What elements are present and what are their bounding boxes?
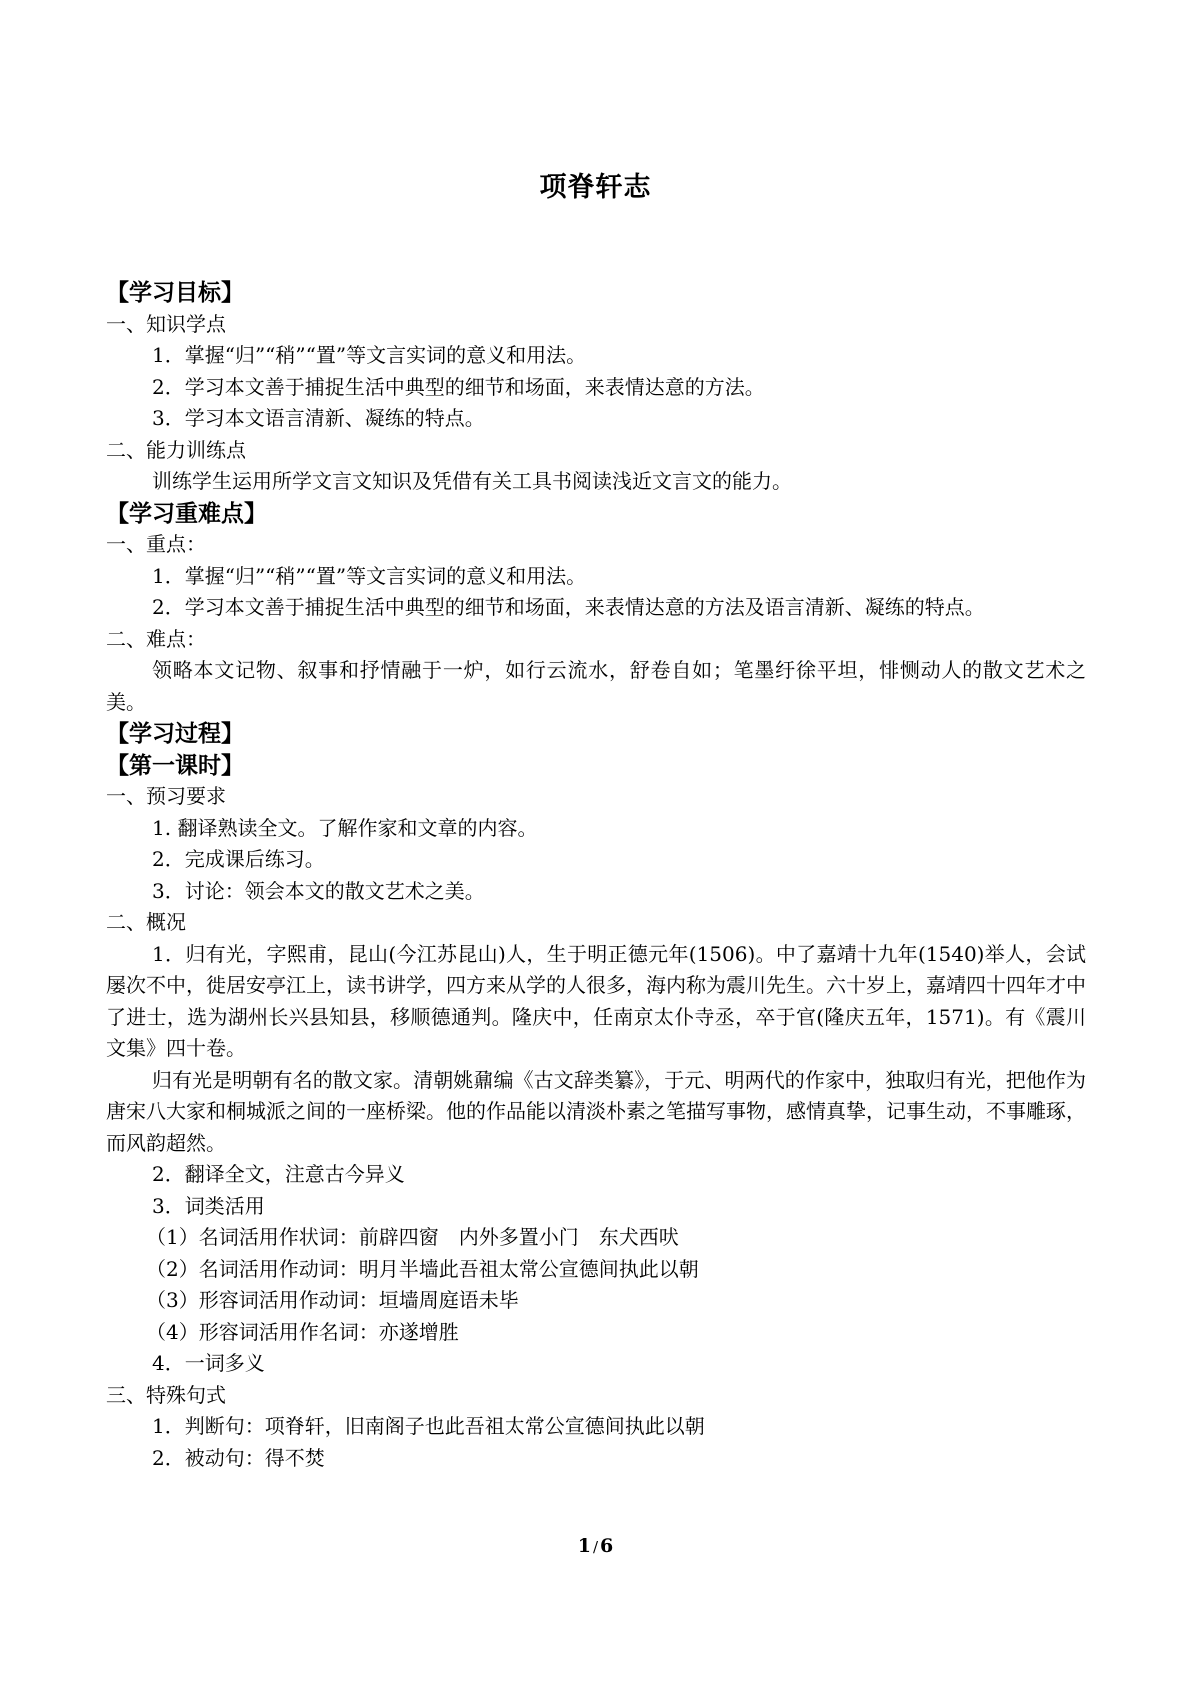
list-item: 3．学习本文语言清新、凝练的特点。 (152, 406, 485, 430)
current-page: 1 (577, 1535, 591, 1557)
list-item: （3）形容词活用作动词：垣墙周庭语未毕 (146, 1288, 519, 1312)
subheading-focus: 一、重点： (106, 532, 206, 556)
list-item: 1．判断句：项脊轩，旧南阁子也此吾祖太常公宣德间执此以朝 (152, 1414, 705, 1438)
list-item: 1. 翻译熟读全文。了解作家和文章的内容。 (152, 815, 538, 840)
list-item: 1．掌握“归”“稍”“置”等文言实词的意义和用法。 (152, 343, 587, 367)
subheading-overview: 二、概况 (106, 910, 186, 934)
document-body (106, 277, 1086, 1474)
list-item: 3．词类活用 (152, 1193, 265, 1218)
list-item: 2．被动句：得不焚 (152, 1445, 325, 1470)
section-heading-key-points: 【学习重难点】 (106, 499, 267, 527)
subheading-knowledge: 一、知识学点 (106, 311, 226, 336)
section-heading-goals: 【学习目标】 (106, 279, 244, 306)
page-number (0, 1535, 1191, 1557)
list-item: 1．掌握“归”“稍”“置”等文言实词的意义和用法。 (152, 563, 587, 588)
list-item: （1）名词活用作状词：前辟四窗 内外多置小门 东犬西吠 (146, 1225, 679, 1249)
list-item: 2．翻译全文，注意古今异义 (152, 1162, 405, 1186)
paragraph-author-2: 归有光是明朝有名的散文家。清朝姚鼐编《古文辞类纂》，于元、明两代的作家中，独取归有光，把他作为唐宋八大家和桐城派之间的一座桥梁。他的作品能以清淡朴素之笔描写事物，感情真挚，记事生动，不事雕琢，而风韵超然。 (106, 1067, 1086, 1155)
document-title: 项脊轩志 (539, 172, 652, 203)
list-item: 4．一词多义 (152, 1351, 265, 1375)
paragraph-author: 1．归有光，字熙甫，昆山(今江苏昆山)人，生于明正德元年(1506)。中了嘉靖十九年(1540)举人，会试屡次不中，徙居安亭江上，读书讲学，四方来从学的人很多，海内称为震川先生。六十岁上，嘉靖四十四年才中了进士，选为湖州长兴县知县，移顺德通判。隆庆中，任南京太仆寺丞，卒于官(隆庆五年，1571)。有《震川文集》四十卷。 (106, 941, 1086, 1060)
page-separator: / (592, 1538, 599, 1556)
list-item: 2．学习本文善于捕捉生活中典型的细节和场面，来表情达意的方法及语言清新、凝练的特点。 (152, 595, 985, 619)
paragraph: 领略本文记物、叙事和抒情融于一炉，如行云流水，舒卷自如；笔墨纡徐平坦，悱恻动人的散文艺术之美。 (106, 658, 1086, 714)
total-pages: 6 (600, 1535, 614, 1557)
list-item: 2．学习本文善于捕捉生活中典型的细节和场面，来表情达意的方法。 (152, 374, 765, 399)
section-heading-lesson-one: 【第一课时】 (106, 751, 244, 779)
subheading-difficulty: 二、难点： (106, 626, 206, 651)
list-item: 2．完成课后练习。 (152, 847, 325, 871)
list-item: （2）名词活用作动词：明月半墙此吾祖太常公宣德间执此以朝 (146, 1256, 699, 1281)
list-item: 3．讨论：领会本文的散文艺术之美。 (152, 878, 485, 903)
subheading-special-sentences: 三、特殊句式 (106, 1382, 226, 1407)
paragraph: 训练学生运用所学文言文知识及凭借有关工具书阅读浅近文言文的能力。 (152, 469, 792, 493)
section-heading-process: 【学习过程】 (106, 720, 244, 747)
subheading-preview: 一、预习要求 (106, 784, 226, 808)
list-item: （4）形容词活用作名词：亦遂增胜 (146, 1319, 459, 1344)
subheading-ability: 二、能力训练点 (106, 437, 246, 462)
